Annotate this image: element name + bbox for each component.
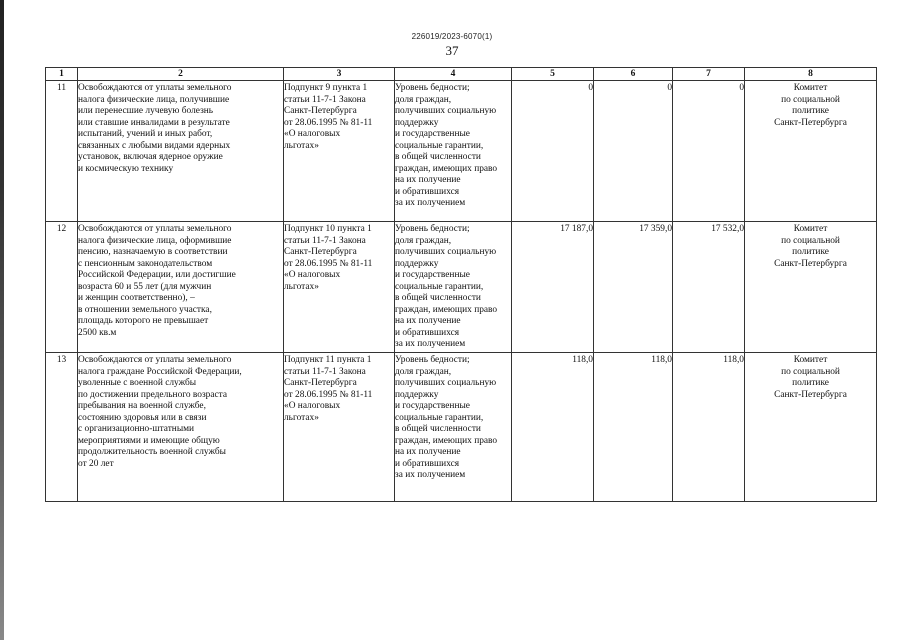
value-col-7: 0 [673,81,745,222]
criterion: Уровень бедности; доля граждан, получивших социальную поддержку и государственные социальные гарантии, в общей численности граждан, имеющих право на их получение и обратившихся за их получением [395,222,512,353]
row-number: 11 [46,81,78,222]
header-cell: 4 [395,68,512,81]
table-row [46,222,877,353]
benefit-description: Освобождаются от уплаты земельного налога физические лица, получившие или перенесшие лучевую болезнь или ставшие инвалидами в результате испытаний, учений и иных работ, связанных с любыми видами ядерных установок, включая ядерное оружие и космическую технику [78,81,284,222]
value-col-7: 17 532,0 [673,222,745,353]
row-number: 13 [46,353,78,502]
curator: Комитет по социальной политике Санкт-Петербурга [745,81,877,222]
legal-basis: Подпункт 9 пункта 1 статьи 11-7-1 Закона Санкт-Петербурга от 28.06.1995 № 81-11 «О налоговых льготах» [284,81,395,222]
legal-basis: Подпункт 11 пункта 1 статьи 11-7-1 Закона Санкт-Петербурга от 28.06.1995 № 81-11 «О налоговых льготах» [284,353,395,502]
value-col-7: 118,0 [673,353,745,502]
value-col-6: 118,0 [594,353,673,502]
header-cell: 6 [594,68,673,81]
page-number: 37 [445,43,459,58]
document-id: 226019/2023-6070(1) [411,32,493,41]
benefit-description: Освобождаются от уплаты земельного налога физические лица, оформившие пенсию, назначаемую в соответствии с пенсионным законодательством Российской Федерации, или достигшие возраста 60 и 55 лет (для мужчин и женщин соответственно), – в отношении земельного участка, площадь которого не превышает 2500 кв.м [78,222,284,353]
value-col-5: 118,0 [512,353,594,502]
table-row [46,81,877,222]
value-col-6: 0 [594,81,673,222]
criterion: Уровень бедности; доля граждан, получивших социальную поддержку и государственные социальные гарантии, в общей численности граждан, имеющих право на их получение и обратившихся за их получением [395,81,512,222]
header-cell: 1 [46,68,78,81]
header-cell: 3 [284,68,395,81]
header-cell: 5 [512,68,594,81]
benefits-table [45,67,877,502]
value-col-6: 17 359,0 [594,222,673,353]
row-number: 12 [46,222,78,353]
value-col-5: 17 187,0 [512,222,594,353]
scan-edge-shadow [0,0,4,640]
value-col-5: 0 [512,81,594,222]
header-row [46,68,877,81]
legal-basis: Подпункт 10 пункта 1 статьи 11-7-1 Закона Санкт-Петербурга от 28.06.1995 № 81-11 «О налоговых льготах» [284,222,395,353]
criterion: Уровень бедности; доля граждан, получивших социальную поддержку и государственные социальные гарантии, в общей численности граждан, имеющих право на их получение и обратившихся за их получением [395,353,512,502]
curator: Комитет по социальной политике Санкт-Петербурга [745,353,877,502]
header-cell: 8 [745,68,877,81]
header-cell: 2 [78,68,284,81]
header-cell: 7 [673,68,745,81]
table-row [46,353,877,502]
curator: Комитет по социальной политике Санкт-Петербурга [745,222,877,353]
benefit-description: Освобождаются от уплаты земельного налога граждане Российской Федерации, уволенные с военной службы по достижении предельного возраста пребывания на военной службе, состоянию здоровья или в связи с организационно-штатными мероприятиями и имеющие общую продолжительность военной службы от 20 лет [78,353,284,502]
